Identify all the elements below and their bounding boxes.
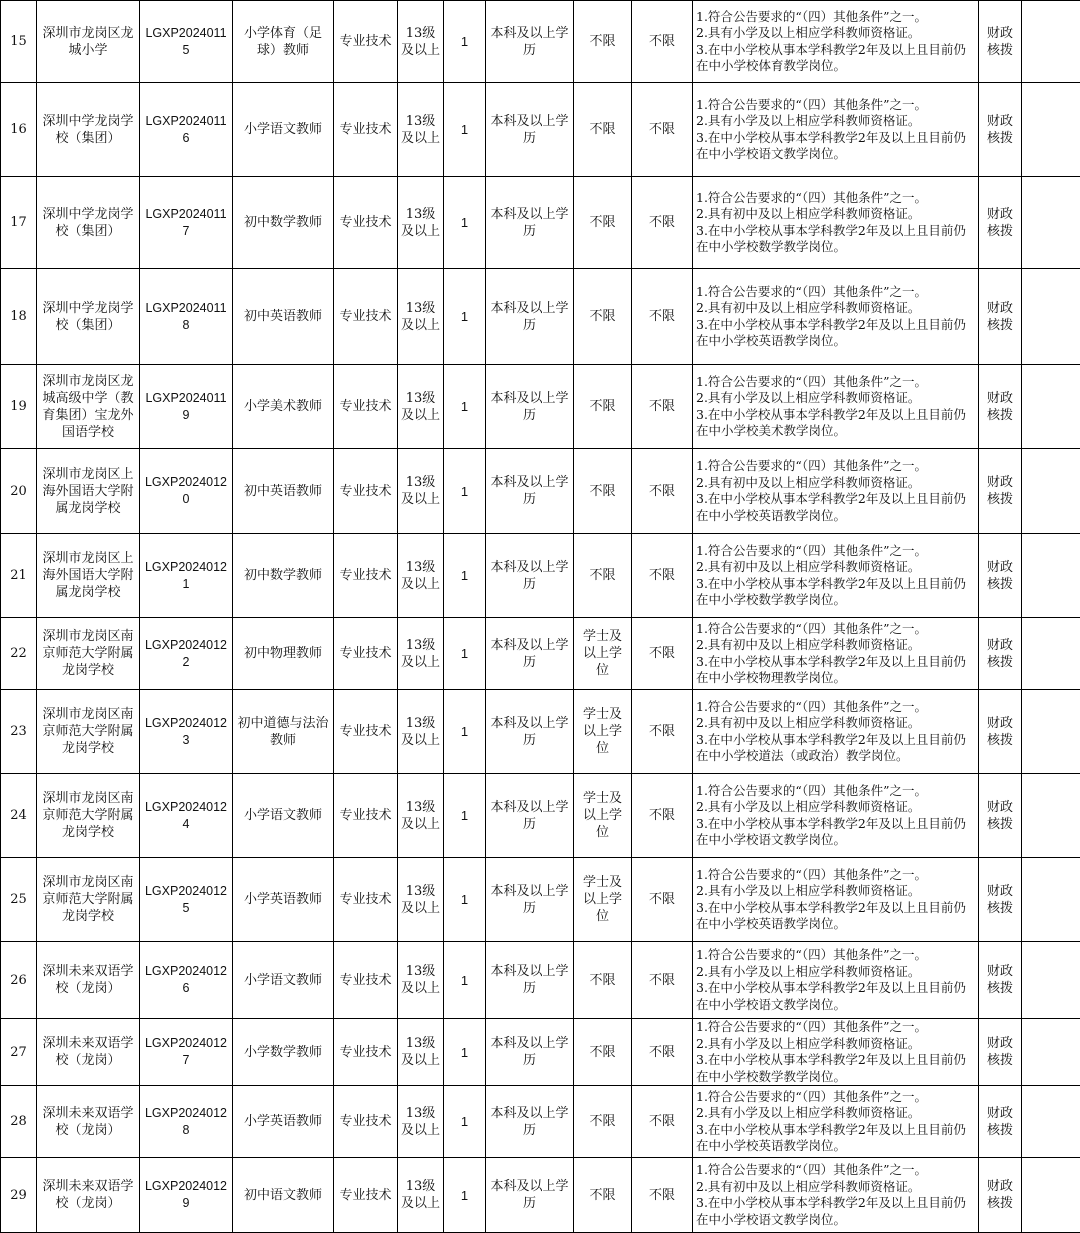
post-grade-cell: 13级及以上 <box>398 177 444 269</box>
employer-cell: 深圳未来双语学校（龙岗） <box>37 1019 140 1086</box>
post-category-cell: 专业技术 <box>334 618 398 690</box>
employer-cell: 深圳市龙岗区上海外国语大学附属龙岗学校 <box>37 534 140 618</box>
major-cell: 不限 <box>632 690 693 774</box>
headcount-cell: 1 <box>444 1019 486 1086</box>
post-grade-cell: 13级及以上 <box>398 1 444 83</box>
table-row <box>1 1086 1080 1158</box>
table-row <box>1 690 1080 774</box>
post-name-cell: 小学语文教师 <box>233 83 334 177</box>
condition-line: 1.符合公告要求的“（四）其他条件”之一。 <box>696 374 976 391</box>
funding-cell: 财政核拨 <box>979 858 1022 942</box>
post-category-cell: 专业技术 <box>334 365 398 449</box>
table-row <box>1 177 1080 269</box>
conditions-cell <box>693 449 979 534</box>
employer-cell: 深圳市龙岗区南京师范大学附属龙岗学校 <box>37 774 140 858</box>
headcount-cell: 1 <box>444 858 486 942</box>
post-grade-cell: 13级及以上 <box>398 774 444 858</box>
employer-cell: 深圳市龙岗区南京师范大学附属龙岗学校 <box>37 858 140 942</box>
condition-line: 2.具有初中及以上相应学科教师资格证。 <box>696 715 976 732</box>
education-cell: 本科及以上学历 <box>486 1086 574 1158</box>
table-row <box>1 774 1080 858</box>
post-name-cell: 初中英语教师 <box>233 269 334 365</box>
note-cell <box>1022 365 1080 449</box>
condition-line: 2.具有小学及以上相应学科教师资格证。 <box>696 883 976 900</box>
funding-cell: 财政核拨 <box>979 942 1022 1019</box>
post-code-cell: LGXP20240116 <box>140 83 233 177</box>
post-code-cell: LGXP20240117 <box>140 177 233 269</box>
degree-cell: 学士及以上学位 <box>574 618 632 690</box>
degree-cell: 不限 <box>574 1086 632 1158</box>
post-category-cell: 专业技术 <box>334 449 398 534</box>
employer-cell: 深圳市龙岗区龙城高级中学（教育集团）宝龙外国语学校 <box>37 365 140 449</box>
row-number-cell: 17 <box>1 177 37 269</box>
major-cell: 不限 <box>632 1019 693 1086</box>
conditions-cell <box>693 1158 979 1233</box>
note-cell <box>1022 690 1080 774</box>
note-cell <box>1022 1086 1080 1158</box>
note-cell <box>1022 449 1080 534</box>
table-row <box>1 1019 1080 1086</box>
condition-line: 2.具有小学及以上相应学科教师资格证。 <box>696 964 976 981</box>
post-code-cell: LGXP20240128 <box>140 1086 233 1158</box>
condition-line: 1.符合公告要求的“（四）其他条件”之一。 <box>696 190 976 207</box>
degree-cell: 不限 <box>574 1158 632 1233</box>
degree-cell: 不限 <box>574 365 632 449</box>
note-cell <box>1022 534 1080 618</box>
education-cell: 本科及以上学历 <box>486 177 574 269</box>
condition-line: 2.具有初中及以上相应学科教师资格证。 <box>696 1179 976 1196</box>
post-code-cell: LGXP20240127 <box>140 1019 233 1086</box>
note-cell <box>1022 83 1080 177</box>
condition-line: 1.符合公告要求的“（四）其他条件”之一。 <box>696 1162 976 1179</box>
row-number-cell: 21 <box>1 534 37 618</box>
education-cell: 本科及以上学历 <box>486 534 574 618</box>
post-category-cell: 专业技术 <box>334 534 398 618</box>
employer-cell: 深圳中学龙岗学校（集团） <box>37 269 140 365</box>
headcount-cell: 1 <box>444 942 486 1019</box>
employer-cell: 深圳中学龙岗学校（集团） <box>37 83 140 177</box>
condition-line: 3.在中小学校从事本学科教学2年及以上且目前仍在中小学校英语教学岗位。 <box>696 1122 976 1155</box>
headcount-cell: 1 <box>444 1158 486 1233</box>
headcount-cell: 1 <box>444 83 486 177</box>
condition-line: 3.在中小学校从事本学科教学2年及以上且目前仍在中小学校体育教学岗位。 <box>696 42 976 75</box>
degree-cell: 不限 <box>574 177 632 269</box>
post-category-cell: 专业技术 <box>334 83 398 177</box>
condition-line: 3.在中小学校从事本学科教学2年及以上且目前仍在中小学校英语教学岗位。 <box>696 900 976 933</box>
post-category-cell: 专业技术 <box>334 1 398 83</box>
table-row <box>1 1 1080 83</box>
employer-cell: 深圳市龙岗区上海外国语大学附属龙岗学校 <box>37 449 140 534</box>
conditions-cell <box>693 942 979 1019</box>
post-name-cell: 小学语文教师 <box>233 942 334 1019</box>
condition-line: 1.符合公告要求的“（四）其他条件”之一。 <box>696 783 976 800</box>
post-grade-cell: 13级及以上 <box>398 1019 444 1086</box>
condition-line: 2.具有小学及以上相应学科教师资格证。 <box>696 390 976 407</box>
education-cell: 本科及以上学历 <box>486 774 574 858</box>
post-name-cell: 初中道德与法治教师 <box>233 690 334 774</box>
major-cell: 不限 <box>632 365 693 449</box>
post-grade-cell: 13级及以上 <box>398 942 444 1019</box>
post-code-cell: LGXP20240121 <box>140 534 233 618</box>
condition-line: 3.在中小学校从事本学科教学2年及以上且目前仍在中小学校数学教学岗位。 <box>696 1052 976 1085</box>
funding-cell: 财政核拨 <box>979 83 1022 177</box>
post-grade-cell: 13级及以上 <box>398 690 444 774</box>
degree-cell: 学士及以上学位 <box>574 774 632 858</box>
degree-cell: 不限 <box>574 269 632 365</box>
condition-line: 1.符合公告要求的“（四）其他条件”之一。 <box>696 543 976 560</box>
post-name-cell: 初中数学教师 <box>233 534 334 618</box>
row-number-cell: 16 <box>1 83 37 177</box>
education-cell: 本科及以上学历 <box>486 1019 574 1086</box>
employer-cell: 深圳未来双语学校（龙岗） <box>37 1086 140 1158</box>
education-cell: 本科及以上学历 <box>486 858 574 942</box>
condition-line: 2.具有初中及以上相应学科教师资格证。 <box>696 559 976 576</box>
post-name-cell: 小学英语教师 <box>233 858 334 942</box>
post-code-cell: LGXP20240126 <box>140 942 233 1019</box>
post-code-cell: LGXP20240123 <box>140 690 233 774</box>
headcount-cell: 1 <box>444 618 486 690</box>
condition-line: 2.具有小学及以上相应学科教师资格证。 <box>696 113 976 130</box>
condition-line: 3.在中小学校从事本学科教学2年及以上且目前仍在中小学校数学教学岗位。 <box>696 223 976 256</box>
funding-cell: 财政核拨 <box>979 690 1022 774</box>
condition-line: 3.在中小学校从事本学科教学2年及以上且目前仍在中小学校英语教学岗位。 <box>696 317 976 350</box>
table-row <box>1 449 1080 534</box>
education-cell: 本科及以上学历 <box>486 942 574 1019</box>
education-cell: 本科及以上学历 <box>486 1158 574 1233</box>
condition-line: 1.符合公告要求的“（四）其他条件”之一。 <box>696 621 976 638</box>
condition-line: 1.符合公告要求的“（四）其他条件”之一。 <box>696 1089 976 1106</box>
condition-line: 1.符合公告要求的“（四）其他条件”之一。 <box>696 699 976 716</box>
degree-cell: 不限 <box>574 83 632 177</box>
post-code-cell: LGXP20240118 <box>140 269 233 365</box>
major-cell: 不限 <box>632 1158 693 1233</box>
headcount-cell: 1 <box>444 269 486 365</box>
post-grade-cell: 13级及以上 <box>398 858 444 942</box>
headcount-cell: 1 <box>444 774 486 858</box>
row-number-cell: 24 <box>1 774 37 858</box>
post-category-cell: 专业技术 <box>334 942 398 1019</box>
note-cell <box>1022 1158 1080 1233</box>
major-cell: 不限 <box>632 618 693 690</box>
row-number-cell: 23 <box>1 690 37 774</box>
degree-cell: 不限 <box>574 1019 632 1086</box>
headcount-cell: 1 <box>444 1 486 83</box>
condition-line: 3.在中小学校从事本学科教学2年及以上且目前仍在中小学校数学教学岗位。 <box>696 576 976 609</box>
condition-line: 1.符合公告要求的“（四）其他条件”之一。 <box>696 97 976 114</box>
major-cell: 不限 <box>632 449 693 534</box>
table-row <box>1 534 1080 618</box>
table-row <box>1 942 1080 1019</box>
condition-line: 2.具有小学及以上相应学科教师资格证。 <box>696 799 976 816</box>
post-grade-cell: 13级及以上 <box>398 83 444 177</box>
row-number-cell: 25 <box>1 858 37 942</box>
major-cell: 不限 <box>632 774 693 858</box>
row-number-cell: 20 <box>1 449 37 534</box>
post-category-cell: 专业技术 <box>334 774 398 858</box>
note-cell <box>1022 618 1080 690</box>
note-cell <box>1022 774 1080 858</box>
funding-cell: 财政核拨 <box>979 365 1022 449</box>
education-cell: 本科及以上学历 <box>486 365 574 449</box>
note-cell <box>1022 269 1080 365</box>
post-grade-cell: 13级及以上 <box>398 618 444 690</box>
degree-cell: 不限 <box>574 942 632 1019</box>
conditions-cell <box>693 365 979 449</box>
education-cell: 本科及以上学历 <box>486 449 574 534</box>
condition-line: 2.具有初中及以上相应学科教师资格证。 <box>696 206 976 223</box>
condition-line: 2.具有小学及以上相应学科教师资格证。 <box>696 1036 976 1053</box>
conditions-cell <box>693 177 979 269</box>
row-number-cell: 19 <box>1 365 37 449</box>
condition-line: 3.在中小学校从事本学科教学2年及以上且目前仍在中小学校物理教学岗位。 <box>696 654 976 687</box>
post-name-cell: 小学美术教师 <box>233 365 334 449</box>
post-category-cell: 专业技术 <box>334 690 398 774</box>
post-category-cell: 专业技术 <box>334 269 398 365</box>
post-grade-cell: 13级及以上 <box>398 1086 444 1158</box>
funding-cell: 财政核拨 <box>979 774 1022 858</box>
condition-line: 3.在中小学校从事本学科教学2年及以上且目前仍在中小学校语文教学岗位。 <box>696 130 976 163</box>
condition-line: 1.符合公告要求的“（四）其他条件”之一。 <box>696 1019 976 1036</box>
post-name-cell: 小学语文教师 <box>233 774 334 858</box>
employer-cell: 深圳中学龙岗学校（集团） <box>37 177 140 269</box>
note-cell <box>1022 177 1080 269</box>
major-cell: 不限 <box>632 942 693 1019</box>
post-grade-cell: 13级及以上 <box>398 534 444 618</box>
table-row <box>1 269 1080 365</box>
funding-cell: 财政核拨 <box>979 1 1022 83</box>
headcount-cell: 1 <box>444 1086 486 1158</box>
post-code-cell: LGXP20240125 <box>140 858 233 942</box>
major-cell: 不限 <box>632 1086 693 1158</box>
funding-cell: 财政核拨 <box>979 449 1022 534</box>
post-code-cell: LGXP20240122 <box>140 618 233 690</box>
funding-cell: 财政核拨 <box>979 1019 1022 1086</box>
table-row <box>1 83 1080 177</box>
headcount-cell: 1 <box>444 177 486 269</box>
table-body <box>1 1 1080 1233</box>
headcount-cell: 1 <box>444 534 486 618</box>
post-name-cell: 初中英语教师 <box>233 449 334 534</box>
condition-line: 2.具有初中及以上相应学科教师资格证。 <box>696 637 976 654</box>
major-cell: 不限 <box>632 534 693 618</box>
post-code-cell: LGXP20240119 <box>140 365 233 449</box>
table-row <box>1 618 1080 690</box>
table-row <box>1 858 1080 942</box>
row-number-cell: 15 <box>1 1 37 83</box>
condition-line: 3.在中小学校从事本学科教学2年及以上且目前仍在中小学校道法（或政治）教学岗位。 <box>696 732 976 765</box>
table-row <box>1 1158 1080 1233</box>
conditions-cell <box>693 690 979 774</box>
major-cell: 不限 <box>632 858 693 942</box>
education-cell: 本科及以上学历 <box>486 83 574 177</box>
condition-line: 1.符合公告要求的“（四）其他条件”之一。 <box>696 284 976 301</box>
post-grade-cell: 13级及以上 <box>398 269 444 365</box>
post-name-cell: 初中物理教师 <box>233 618 334 690</box>
degree-cell: 不限 <box>574 1 632 83</box>
major-cell: 不限 <box>632 83 693 177</box>
post-code-cell: LGXP20240129 <box>140 1158 233 1233</box>
row-number-cell: 22 <box>1 618 37 690</box>
conditions-cell <box>693 1086 979 1158</box>
education-cell: 本科及以上学历 <box>486 618 574 690</box>
post-grade-cell: 13级及以上 <box>398 365 444 449</box>
condition-line: 3.在中小学校从事本学科教学2年及以上且目前仍在中小学校语文教学岗位。 <box>696 816 976 849</box>
conditions-cell <box>693 269 979 365</box>
post-name-cell: 小学数学教师 <box>233 1019 334 1086</box>
conditions-cell <box>693 774 979 858</box>
post-name-cell: 初中语文教师 <box>233 1158 334 1233</box>
headcount-cell: 1 <box>444 449 486 534</box>
post-code-cell: LGXP20240124 <box>140 774 233 858</box>
row-number-cell: 28 <box>1 1086 37 1158</box>
post-name-cell: 初中数学教师 <box>233 177 334 269</box>
post-grade-cell: 13级及以上 <box>398 449 444 534</box>
employer-cell: 深圳市龙岗区南京师范大学附属龙岗学校 <box>37 690 140 774</box>
note-cell <box>1022 1019 1080 1086</box>
funding-cell: 财政核拨 <box>979 177 1022 269</box>
education-cell: 本科及以上学历 <box>486 1 574 83</box>
degree-cell: 不限 <box>574 449 632 534</box>
employer-cell: 深圳市龙岗区龙城小学 <box>37 1 140 83</box>
funding-cell: 财政核拨 <box>979 618 1022 690</box>
education-cell: 本科及以上学历 <box>486 690 574 774</box>
note-cell <box>1022 942 1080 1019</box>
post-category-cell: 专业技术 <box>334 177 398 269</box>
row-number-cell: 26 <box>1 942 37 1019</box>
table-row <box>1 365 1080 449</box>
employer-cell: 深圳未来双语学校（龙岗） <box>37 942 140 1019</box>
row-number-cell: 27 <box>1 1019 37 1086</box>
headcount-cell: 1 <box>444 690 486 774</box>
degree-cell: 学士及以上学位 <box>574 690 632 774</box>
funding-cell: 财政核拨 <box>979 269 1022 365</box>
condition-line: 2.具有小学及以上相应学科教师资格证。 <box>696 1105 976 1122</box>
post-category-cell: 专业技术 <box>334 1158 398 1233</box>
post-code-cell: LGXP20240120 <box>140 449 233 534</box>
condition-line: 3.在中小学校从事本学科教学2年及以上且目前仍在中小学校语文教学岗位。 <box>696 980 976 1013</box>
funding-cell: 财政核拨 <box>979 534 1022 618</box>
post-name-cell: 小学英语教师 <box>233 1086 334 1158</box>
major-cell: 不限 <box>632 269 693 365</box>
headcount-cell: 1 <box>444 365 486 449</box>
condition-line: 1.符合公告要求的“（四）其他条件”之一。 <box>696 9 976 26</box>
row-number-cell: 18 <box>1 269 37 365</box>
condition-line: 3.在中小学校从事本学科教学2年及以上且目前仍在中小学校美术教学岗位。 <box>696 407 976 440</box>
row-number-cell: 29 <box>1 1158 37 1233</box>
funding-cell: 财政核拨 <box>979 1086 1022 1158</box>
degree-cell: 学士及以上学位 <box>574 858 632 942</box>
major-cell: 不限 <box>632 1 693 83</box>
degree-cell: 不限 <box>574 534 632 618</box>
conditions-cell <box>693 83 979 177</box>
post-grade-cell: 13级及以上 <box>398 1158 444 1233</box>
conditions-cell <box>693 618 979 690</box>
condition-line: 1.符合公告要求的“（四）其他条件”之一。 <box>696 458 976 475</box>
post-category-cell: 专业技术 <box>334 1086 398 1158</box>
funding-cell: 财政核拨 <box>979 1158 1022 1233</box>
post-category-cell: 专业技术 <box>334 1019 398 1086</box>
conditions-cell <box>693 534 979 618</box>
condition-line: 3.在中小学校从事本学科教学2年及以上且目前仍在中小学校语文教学岗位。 <box>696 1195 976 1228</box>
condition-line: 2.具有初中及以上相应学科教师资格证。 <box>696 300 976 317</box>
condition-line: 3.在中小学校从事本学科教学2年及以上且目前仍在中小学校英语教学岗位。 <box>696 491 976 524</box>
condition-line: 1.符合公告要求的“（四）其他条件”之一。 <box>696 867 976 884</box>
note-cell <box>1022 1 1080 83</box>
condition-line: 2.具有初中及以上相应学科教师资格证。 <box>696 475 976 492</box>
major-cell: 不限 <box>632 177 693 269</box>
employer-cell: 深圳市龙岗区南京师范大学附属龙岗学校 <box>37 618 140 690</box>
post-name-cell: 小学体育（足球）教师 <box>233 1 334 83</box>
conditions-cell <box>693 1019 979 1086</box>
condition-line: 2.具有小学及以上相应学科教师资格证。 <box>696 25 976 42</box>
conditions-cell <box>693 858 979 942</box>
conditions-cell <box>693 1 979 83</box>
post-category-cell: 专业技术 <box>334 858 398 942</box>
note-cell <box>1022 858 1080 942</box>
education-cell: 本科及以上学历 <box>486 269 574 365</box>
employer-cell: 深圳未来双语学校（龙岗） <box>37 1158 140 1233</box>
condition-line: 1.符合公告要求的“（四）其他条件”之一。 <box>696 947 976 964</box>
post-code-cell: LGXP20240115 <box>140 1 233 83</box>
